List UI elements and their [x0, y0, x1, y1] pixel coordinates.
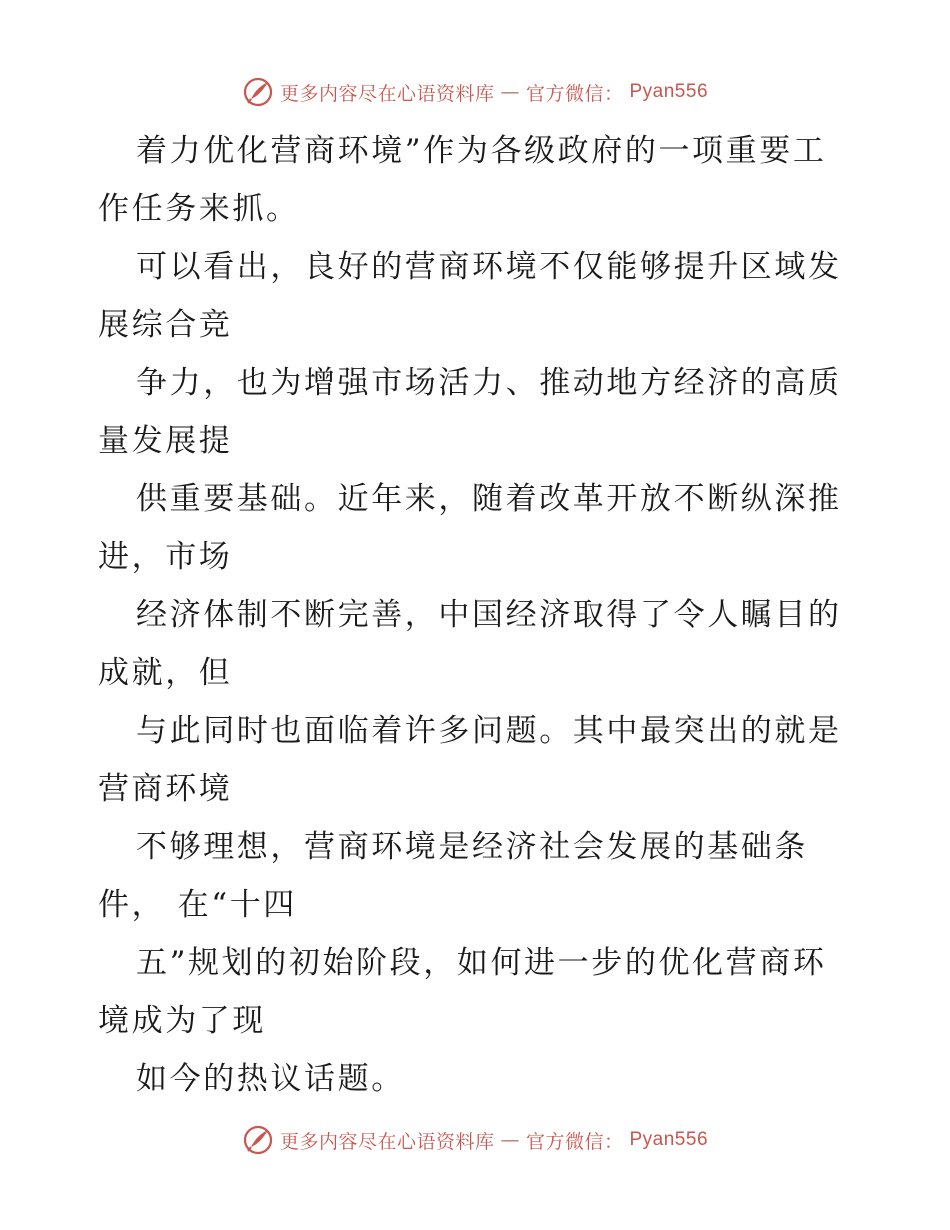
text-line: 进，市场	[98, 539, 233, 575]
watermark-separator: —	[500, 81, 520, 103]
text-line: 营商环境	[98, 771, 233, 807]
watermark-text: 更多内容尽在心语资料库	[279, 82, 495, 105]
text-line: 展综合竞	[98, 307, 233, 343]
watermark-separator: —	[500, 1129, 520, 1151]
feather-pen-logo-icon	[242, 1124, 274, 1156]
text-line: 境成为了现	[98, 1003, 266, 1039]
footer-watermark	[0, 1120, 950, 1160]
watermark-wechat-id: Pyan556	[629, 1129, 709, 1150]
watermark-wechat-id: Pyan556	[629, 81, 709, 102]
text-line: 可以看出，良好的营商环境不仅能够提升区域发	[136, 249, 842, 285]
document-body	[98, 122, 858, 1108]
text-line: 成就，但	[98, 655, 233, 691]
text-line: 如今的热议话题。	[136, 1061, 405, 1097]
watermark-text: 更多内容尽在心语资料库	[279, 1130, 495, 1153]
text-line: 件， 在“十四	[98, 887, 297, 923]
text-line: 争力，也为增强市场活力、推动地方经济的高质	[136, 365, 842, 401]
text-line: 五”规划的初始阶段，如何进一步的优化营商环	[136, 945, 827, 981]
text-line: 不够理想，营商环境是经济社会发展的基础条	[136, 829, 808, 865]
feather-pen-logo-icon	[242, 76, 274, 108]
text-line: 与此同时也面临着许多问题。其中最突出的就是	[136, 713, 842, 749]
watermark-wechat-label: 官方微信：	[525, 1130, 624, 1153]
text-line: 着力优化营商环境”作为各级政府的一项重要工	[136, 133, 827, 169]
text-line: 经济体制不断完善，中国经济取得了令人瞩目的	[136, 597, 842, 633]
text-line: 量发展提	[98, 423, 233, 459]
watermark-wechat-label: 官方微信：	[525, 82, 624, 105]
text-line: 供重要基础。近年来，随着改革开放不断纵深推	[136, 481, 842, 517]
text-line: 作任务来抓。	[98, 191, 300, 227]
header-watermark	[0, 72, 950, 112]
